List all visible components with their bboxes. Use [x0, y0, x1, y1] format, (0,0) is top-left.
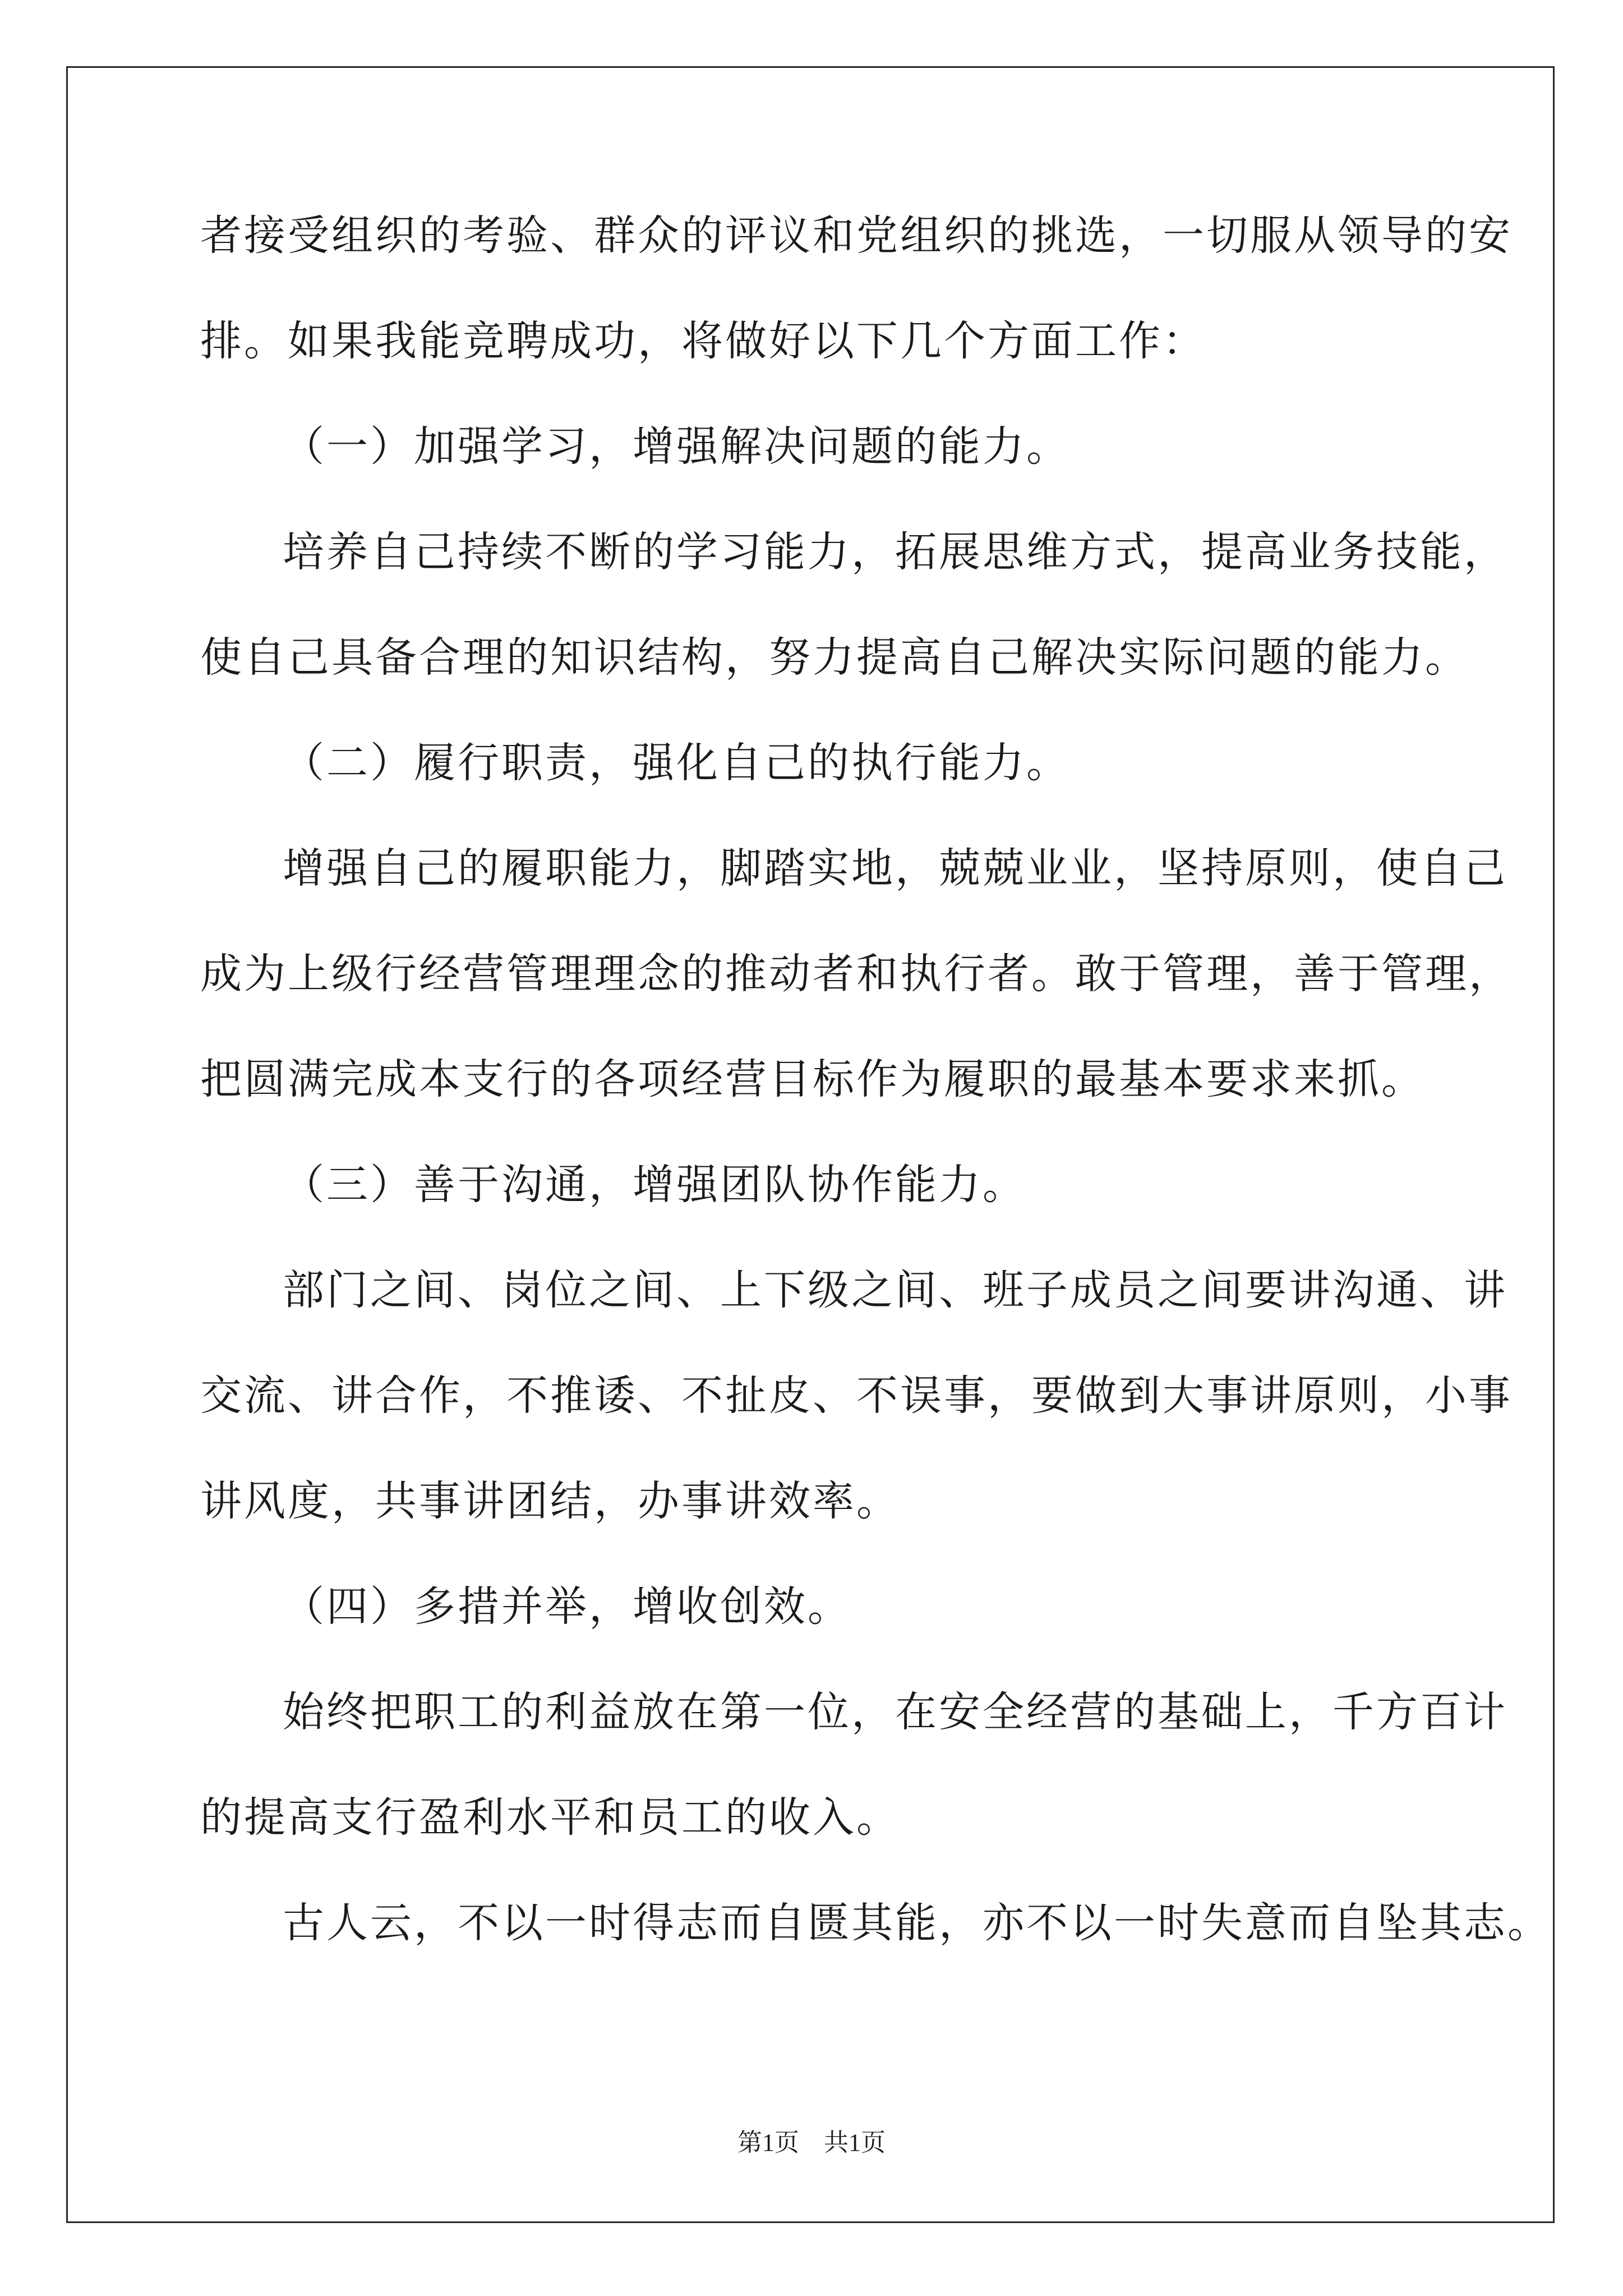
text-line: 者接受组织的考验、群众的评议和党组织的挑选，一切服从领导的安	[200, 211, 1513, 260]
section-heading: （二）履行职责，强化自己的执行能力。	[283, 739, 1070, 787]
text-line: 交流、讲合作，不推诿、不扯皮、不误事，要做到大事讲原则，小事	[200, 1372, 1513, 1420]
text-line: 把圆满完成本支行的各项经营目标作为履职的最基本要求来抓。	[200, 1055, 1425, 1103]
text-line: 排。如果我能竞聘成功，将做好以下几个方面工作：	[200, 317, 1206, 365]
section-heading: （一）加强学习，增强解决问题的能力。	[283, 422, 1070, 471]
paragraph-first-line: 古人云，不以一时得志而自匮其能，亦不以一时失意而自坠其志。	[283, 1899, 1551, 1947]
page-footer: 第1页 共1页	[737, 2129, 886, 2156]
text-line: 讲风度，共事讲团结，办事讲效率。	[200, 1477, 900, 1525]
text-line: 成为上级行经营管理理念的推动者和执行者。敢于管理，善于管理，	[200, 950, 1513, 998]
paragraph-first-line: 部门之间、岗位之间、上下级之间、班子成员之间要讲沟通、讲	[283, 1266, 1507, 1314]
paragraph-first-line: 增强自己的履职能力，脚踏实地，兢兢业业，坚持原则，使自己	[283, 844, 1507, 892]
paragraph-first-line: 培养自己持续不断的学习能力，拓展思维方式，提高业务技能，	[283, 528, 1507, 576]
paragraph-first-line: 始终把职工的利益放在第一位，在安全经营的基础上，千方百计	[283, 1688, 1507, 1736]
text-line: 使自己具备合理的知识结构，努力提高自己解决实际问题的能力。	[200, 633, 1469, 682]
section-heading: （三）善于沟通，增强团队协作能力。	[283, 1161, 1026, 1209]
section-heading: （四）多措并举，增收创效。	[283, 1582, 851, 1631]
text-line: 的提高支行盈利水平和员工的收入。	[200, 1793, 900, 1842]
